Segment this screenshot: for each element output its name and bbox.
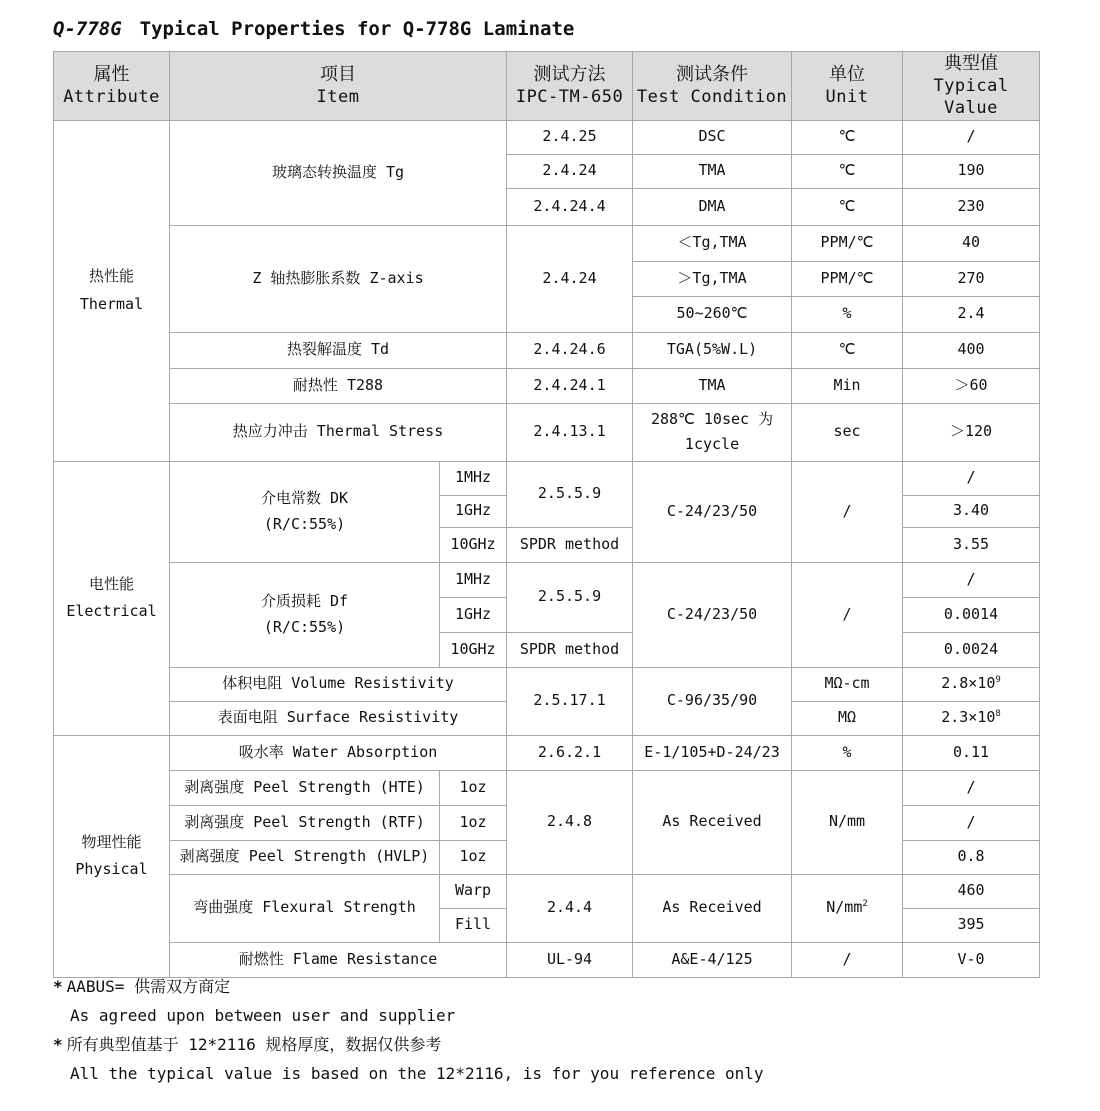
item-peel-hte: 剥离强度 Peel Strength (HTE) xyxy=(170,770,440,805)
cell-value: 395 xyxy=(903,908,1040,942)
cell-method: SPDR method xyxy=(507,632,633,667)
footnotes xyxy=(53,972,764,1088)
cell-method: 2.6.2.1 xyxy=(507,735,633,770)
properties-table xyxy=(53,51,1040,978)
item-t288: 耐热性 T288 xyxy=(170,368,507,403)
item-water-absorption: 吸水率 Water Absorption xyxy=(170,735,507,770)
cell-method: 2.4.24.4 xyxy=(507,188,633,225)
cell-frequency: 10GHz xyxy=(440,632,507,667)
table-row xyxy=(54,332,1040,368)
item-cte: Z 轴热膨胀系数 Z-axis xyxy=(170,225,507,332)
header-condition: 测试条件 Test Condition xyxy=(633,52,792,121)
cell-condition: TMA xyxy=(633,154,792,188)
item-flexural: 弯曲强度 Flexural Strength xyxy=(170,874,440,942)
cell-unit: Min xyxy=(792,368,903,403)
cell-condition: ＜Tg,TMA xyxy=(633,225,792,261)
cell-unit: N/mm xyxy=(792,770,903,874)
cell-value: 3.55 xyxy=(903,527,1040,562)
cell-frequency: 1MHz xyxy=(440,461,507,495)
item-volume-resistivity: 体积电阻 Volume Resistivity xyxy=(170,667,507,701)
group-electrical: 电性能 Electrical xyxy=(54,461,170,735)
cell-value: $2.8\times 10^9$ xyxy=(903,667,1040,701)
cell-value: / xyxy=(903,120,1040,154)
cell-sub: Fill xyxy=(440,908,507,942)
header-method: 测试方法 IPC-TM-650 xyxy=(507,52,633,121)
table-row xyxy=(54,225,1040,261)
cell-unit: ℃ xyxy=(792,120,903,154)
cell-frequency: 1MHz xyxy=(440,562,507,597)
cell-condition: 50~260℃ xyxy=(633,296,792,332)
cell-sub: 1oz xyxy=(440,770,507,805)
cell-unit: / xyxy=(792,942,903,977)
table-row xyxy=(54,403,1040,461)
note-1-en: As agreed upon between user and supplier xyxy=(70,1006,456,1025)
table-row xyxy=(54,874,1040,908)
cell-unit: PPM/℃ xyxy=(792,225,903,261)
cell-value: 3.40 xyxy=(903,495,1040,527)
cell-frequency: 1GHz xyxy=(440,495,507,527)
header-attribute: 属性 Attribute xyxy=(54,52,170,121)
cell-method: 2.5.5.9 xyxy=(507,461,633,527)
item-peel-hvlp: 剥离强度 Peel Strength (HVLP) xyxy=(170,840,440,874)
cell-condition: TGA(5%W.L) xyxy=(633,332,792,368)
cell-method: 2.5.17.1 xyxy=(507,667,633,735)
header-item: 项目 Item xyxy=(170,52,507,121)
cell-method: 2.4.24 xyxy=(507,225,633,332)
cell-condition: A&E-4/125 xyxy=(633,942,792,977)
table-row xyxy=(54,562,1040,597)
cell-value: 2.4 xyxy=(903,296,1040,332)
cell-frequency: 1GHz xyxy=(440,597,507,632)
cell-condition: DSC xyxy=(633,120,792,154)
item-df: 介质损耗 Df (R/C:55%) xyxy=(170,562,440,667)
cell-unit: % xyxy=(792,296,903,332)
table-row xyxy=(54,120,1040,154)
cell-method: 2.4.24 xyxy=(507,154,633,188)
table-row xyxy=(54,368,1040,403)
item-tg: 玻璃态转换温度 Tg xyxy=(170,120,507,225)
cell-value: V-0 xyxy=(903,942,1040,977)
cell-method: UL-94 xyxy=(507,942,633,977)
cell-method: 2.4.24.6 xyxy=(507,332,633,368)
cell-condition: As Received xyxy=(633,770,792,874)
cell-unit: MΩ-cm xyxy=(792,667,903,701)
table-row xyxy=(54,770,1040,805)
cell-unit: $N/mm^2$ xyxy=(792,874,903,942)
cell-unit: ℃ xyxy=(792,188,903,225)
group-physical: 物理性能 Physical xyxy=(54,735,170,977)
cell-sub: Warp xyxy=(440,874,507,908)
cell-method: 2.4.4 xyxy=(507,874,633,942)
cell-sub: 1oz xyxy=(440,805,507,840)
cell-frequency: 10GHz xyxy=(440,527,507,562)
note-2-zh: * 所有典型值基于 12*2116 规格厚度，数据仅供参考 xyxy=(53,1035,442,1054)
note-1-zh: * AABUS= 供需双方商定 xyxy=(53,977,231,996)
table-row xyxy=(54,667,1040,701)
cell-unit: % xyxy=(792,735,903,770)
cell-value: 460 xyxy=(903,874,1040,908)
document-title xyxy=(53,18,574,40)
cell-sub: 1oz xyxy=(440,840,507,874)
cell-value: 0.11 xyxy=(903,735,1040,770)
item-td: 热裂解温度 Td xyxy=(170,332,507,368)
cell-condition: As Received xyxy=(633,874,792,942)
title-text: Typical Properties for Q-778G Laminate xyxy=(139,18,575,40)
item-thermal-stress: 热应力冲击 Thermal Stress xyxy=(170,403,507,461)
cell-condition: C-96/35/90 xyxy=(633,667,792,735)
cell-value: $2.3\times 10^8$ xyxy=(903,701,1040,735)
cell-value: 400 xyxy=(903,332,1040,368)
cell-condition: TMA xyxy=(633,368,792,403)
cell-condition: DMA xyxy=(633,188,792,225)
cell-unit: ℃ xyxy=(792,154,903,188)
cell-value: / xyxy=(903,562,1040,597)
cell-unit: / xyxy=(792,562,903,667)
cell-value: 0.8 xyxy=(903,840,1040,874)
cell-condition: C-24/23/50 xyxy=(633,461,792,562)
header-value: 典型值 Typical Value xyxy=(903,52,1040,121)
cell-method: 2.4.8 xyxy=(507,770,633,874)
cell-value: ＞120 xyxy=(903,403,1040,461)
cell-unit: / xyxy=(792,461,903,562)
cell-value: 230 xyxy=(903,188,1040,225)
cell-condition: ＞Tg,TMA xyxy=(633,261,792,296)
cell-method: SPDR method xyxy=(507,527,633,562)
cell-value: 0.0024 xyxy=(903,632,1040,667)
cell-value: / xyxy=(903,770,1040,805)
cell-value: 0.0014 xyxy=(903,597,1040,632)
header-unit: 单位 Unit xyxy=(792,52,903,121)
cell-value: 190 xyxy=(903,154,1040,188)
cell-method: 2.4.25 xyxy=(507,120,633,154)
cell-unit: MΩ xyxy=(792,701,903,735)
item-flame-resistance: 耐燃性 Flame Resistance xyxy=(170,942,507,977)
cell-value: / xyxy=(903,461,1040,495)
cell-value: / xyxy=(903,805,1040,840)
item-dk: 介电常数 DK (R/C:55%) xyxy=(170,461,440,562)
cell-condition: E-1/105+D-24/23 xyxy=(633,735,792,770)
group-thermal: 热性能 Thermal xyxy=(54,120,170,461)
header-row xyxy=(54,52,1040,121)
note-2-en: All the typical value is based on the 12*2116, is for you reference only xyxy=(70,1064,764,1083)
table-row xyxy=(54,735,1040,770)
table-row xyxy=(54,461,1040,495)
item-peel-rtf: 剥离强度 Peel Strength (RTF) xyxy=(170,805,440,840)
cell-unit: ℃ xyxy=(792,332,903,368)
cell-unit: sec xyxy=(792,403,903,461)
cell-condition: C-24/23/50 xyxy=(633,562,792,667)
cell-value: 270 xyxy=(903,261,1040,296)
cell-value: ＞60 xyxy=(903,368,1040,403)
cell-unit: PPM/℃ xyxy=(792,261,903,296)
cell-condition: 288℃ 10sec 为 1cycle xyxy=(633,403,792,461)
item-surface-resistivity: 表面电阻 Surface Resistivity xyxy=(170,701,507,735)
cell-method: 2.4.13.1 xyxy=(507,403,633,461)
product-code: Q-778G xyxy=(53,18,122,40)
cell-value: 40 xyxy=(903,225,1040,261)
cell-method: 2.5.5.9 xyxy=(507,562,633,632)
cell-method: 2.4.24.1 xyxy=(507,368,633,403)
